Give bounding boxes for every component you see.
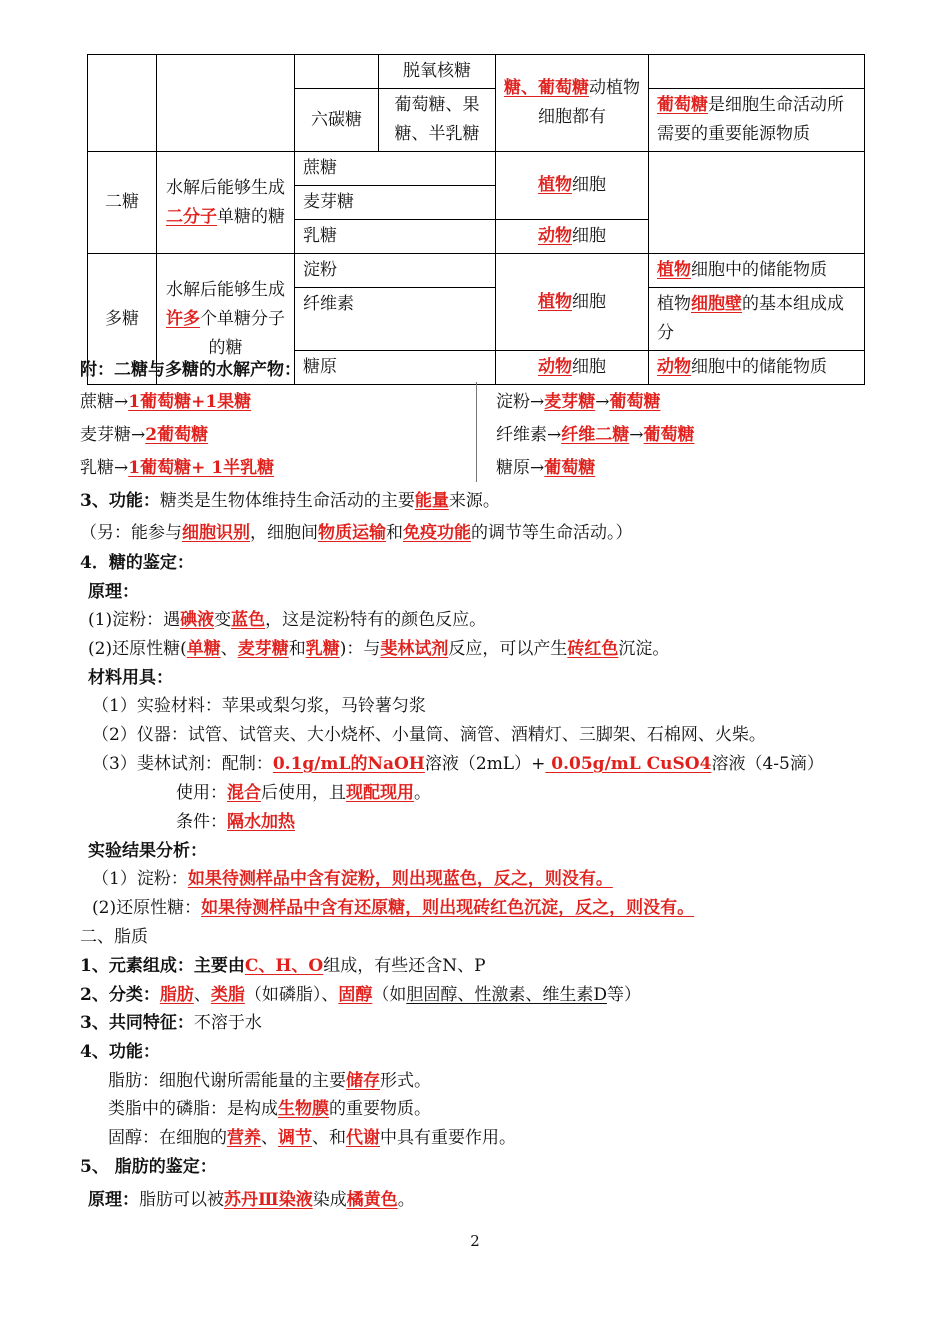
table-cell: 糖、葡萄糖动植物细胞都有 (496, 55, 649, 152)
subheading: 材料用具： (88, 668, 173, 688)
table-cell (649, 152, 865, 254)
table-cell: 麦芽糖 (295, 186, 496, 220)
hydrolysis-row: 淀粉→麦芽糖→葡萄糖 (496, 392, 661, 412)
materials-line: （1）实验材料：苹果或梨匀浆，马铃薯匀浆 (92, 696, 426, 716)
principle-line: (1)淀粉：遇碘液变蓝色，这是淀粉特有的颜色反应。 (88, 610, 487, 630)
fat-identification-label: 5、 脂肪的鉴定： (80, 1157, 217, 1177)
table-cell: 动物细胞 (496, 220, 649, 254)
table-cell: 淀粉 (295, 254, 496, 288)
hydrolysis-row: 纤维素→纤维二糖→葡萄糖 (496, 425, 695, 445)
hydrolysis-title: 附：二糖与多糖的水解产物： (80, 360, 301, 380)
table-cell: 植物细胞 (496, 152, 649, 220)
subheading: 原理： (88, 582, 139, 602)
table-cell: 葡萄糖、果糖、半乳糖 (379, 89, 496, 152)
lipid-feature: 3、共同特征：不溶于水 (80, 1013, 262, 1033)
lipid-function-label: 4、功能： (80, 1042, 160, 1062)
table-cell: 蔗糖 (295, 152, 496, 186)
table-cell: 纤维素 (295, 288, 496, 351)
table-cell (157, 55, 295, 152)
table-cell (295, 55, 379, 89)
page-number: 2 (470, 1232, 480, 1250)
section-heading: 二、脂质 (80, 927, 148, 947)
lipid-function-line: 类脂中的磷脂：是构成生物膜的重要物质。 (108, 1099, 431, 1119)
table-cell: 糖原 (295, 351, 496, 385)
reagent-condition: 条件：隔水加热 (176, 812, 295, 832)
subheading: 实验结果分析： (88, 841, 207, 861)
reagent-use: 使用：混合后使用，且现配现用。 (176, 783, 431, 803)
table-cell: 二糖 (88, 152, 157, 254)
table-cell: 动物细胞 (496, 351, 649, 385)
hydrolysis-row: 麦芽糖→2葡萄糖 (80, 425, 209, 445)
table-cell: 乳糖 (295, 220, 496, 254)
materials-line: （2）仪器：试管、试管夹、大小烧杯、小量筒、滴管、酒精灯、三脚架、石棉网、火柴。 (92, 725, 766, 745)
lipid-function-line: 固醇：在细胞的营养、调节、和代谢中具有重要作用。 (108, 1128, 516, 1148)
table-cell: 脱氧核糖 (379, 55, 496, 89)
table-cell: 植物细胞壁的基本组成成分 (649, 288, 865, 351)
lipid-elements: 1、元素组成：主要由C、H、O组成，有些还含N、P (80, 956, 486, 976)
hydrolysis-row: 蔗糖→1葡萄糖+1果糖 (80, 392, 252, 412)
sugar-table (87, 54, 865, 385)
sugar-function: 3、功能：糖类是生物体维持生命活动的主要能量来源。 (80, 491, 500, 511)
table-cell: 动物细胞中的储能物质 (649, 351, 865, 385)
lipid-classes: 2、分类：脂肪、类脂（如磷脂）、固醇（如胆固醇、性激素、维生素D等） (80, 985, 641, 1005)
hydrolysis-row: 乳糖→1葡萄糖+ 1半乳糖 (80, 458, 275, 478)
principle-line: (2)还原性糖(单糖、麦芽糖和乳糖)：与斐林试剂反应，可以产生砖红色沉淀。 (88, 639, 670, 659)
table-cell (649, 55, 865, 89)
section-heading: 4．糖的鉴定： (80, 553, 194, 573)
result-line: （1）淀粉：如果待测样品中含有淀粉，则出现蓝色，反之，则没有。 (92, 869, 613, 889)
table-cell (88, 55, 157, 152)
table-cell: 水解后能够生成许多个单糖分子的糖 (157, 254, 295, 385)
fat-principle: 原理：脂肪可以被苏丹Ⅲ染液染成橘黄色。 (88, 1190, 415, 1210)
table-cell: 植物细胞中的储能物质 (649, 254, 865, 288)
table-cell: 多糖 (88, 254, 157, 385)
result-line: (2)还原性糖：如果待测样品中含有还原糖，则出现砖红色沉淀，反之，则没有。 (92, 898, 695, 918)
table-cell: 六碳糖 (295, 89, 379, 152)
table-cell: 水解后能够生成二分子单糖的糖 (157, 152, 295, 254)
hydrolysis-row: 糖原→葡萄糖 (496, 458, 596, 478)
table-cell: 葡萄糖是细胞生命活动所需要的重要能源物质 (649, 89, 865, 152)
lipid-function-line: 脂肪：细胞代谢所需能量的主要储存形式。 (108, 1071, 431, 1091)
materials-line: （3）斐林试剂：配制：0.1g/mL的NaOH溶液（2mL）+ 0.05g/mL CuSO4溶液（4-5滴） (92, 754, 824, 774)
sugar-function-note: （另：能参与细胞识别，细胞间物质运输和免疫功能的调节等生命活动。） (80, 523, 633, 543)
table-cell: 植物细胞 (496, 254, 649, 351)
column-divider (476, 382, 477, 482)
